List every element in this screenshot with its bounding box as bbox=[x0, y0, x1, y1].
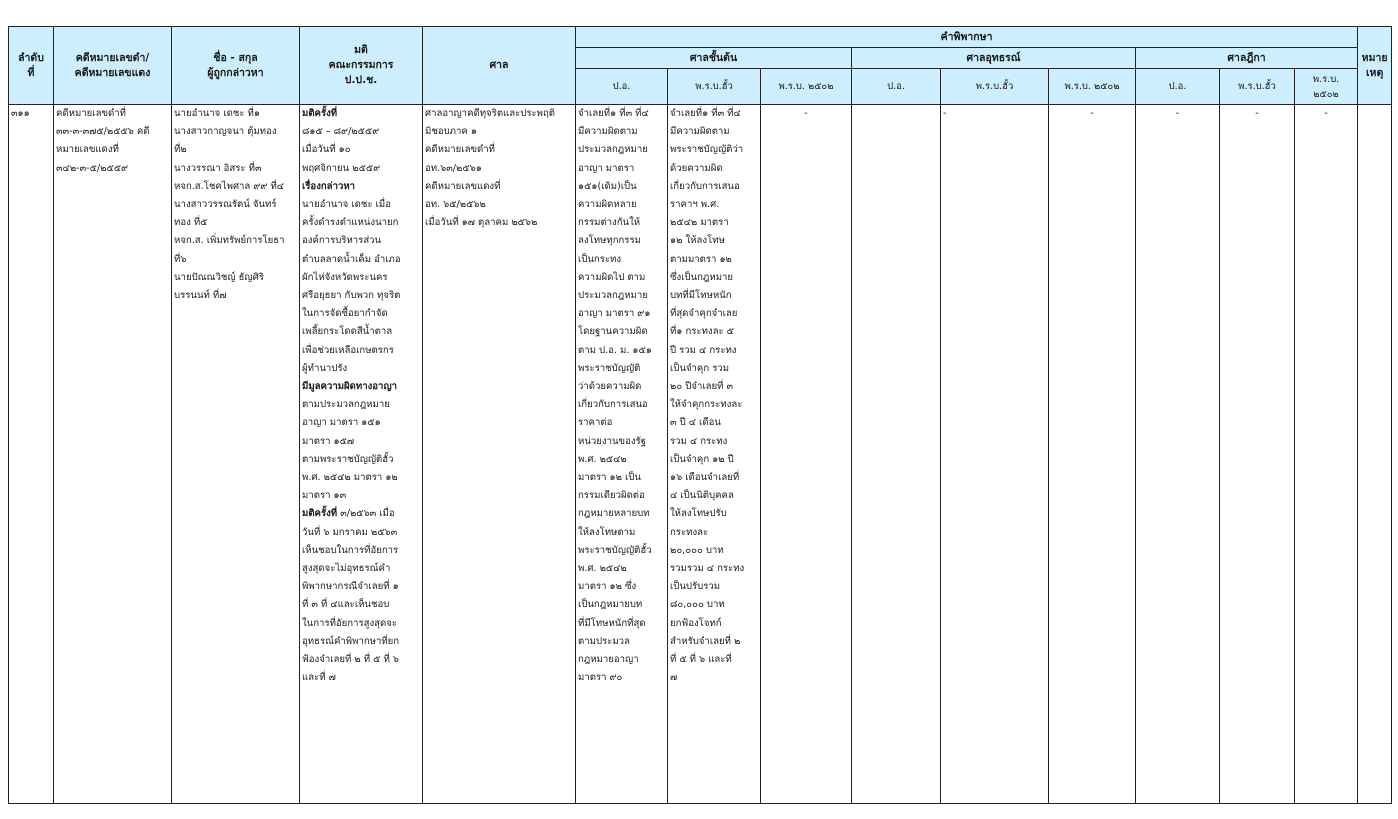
header-judgment: คำพิพากษา bbox=[576, 27, 1358, 48]
text-line: ๘๐,๐๐๐ บาท bbox=[670, 599, 725, 611]
text-line: รวม ๔ กระทง bbox=[670, 435, 728, 447]
header-first-bid-act: พ.ร.บ.ฮั้ว bbox=[668, 69, 761, 105]
text-line: เมื่อวันที่ ๑๗ ตุลาคม ๒๕๖๒ bbox=[425, 217, 538, 229]
cell-appeal-bid-act: - bbox=[941, 105, 1049, 804]
text-line: ๓๓-๓-๓๗๕/๒๕๕๖ คดี bbox=[56, 126, 150, 138]
text-line: ให้ลงโทษปรับ bbox=[670, 508, 727, 520]
resolution-line: ตามประมวลกฎหมาย bbox=[302, 399, 390, 411]
text-line: เกี่ยวกับการเสนอ bbox=[670, 180, 740, 192]
text-line: ที่๖ bbox=[174, 253, 187, 265]
text-line: บทที่มีโทษหนัก bbox=[670, 290, 732, 302]
text-line: คดีหมายเลขดำที่ bbox=[56, 108, 126, 119]
resolution-line: องค์การบริหารส่วน bbox=[302, 235, 382, 247]
text-line: บรรนนท์ ที่๗ bbox=[174, 290, 227, 302]
text-line: อท. ๖๕/๒๕๖๒ bbox=[425, 199, 486, 211]
resolution-line: วันที่ ๖ มกราคม ๒๕๖๓ bbox=[302, 526, 398, 538]
text-line: ๒๐,๐๐๐ บาท bbox=[670, 544, 724, 556]
text-line: รวมรวม ๔ กระทง bbox=[670, 563, 745, 575]
cell-first-bid-act bbox=[668, 105, 761, 804]
text-line: ๑๖ เดือนจำเลยที่ bbox=[670, 472, 740, 484]
text-line: ราคาต่อ bbox=[578, 417, 613, 429]
resolution-line: เพลี้ยกระโดดสีน้ำตาล bbox=[302, 326, 393, 338]
cell-appeal-act-2502: - bbox=[1049, 105, 1136, 804]
text-line: เป็นจำคุก รวม bbox=[670, 362, 730, 374]
text-line: ๑๕๑(เดิม)เป็น bbox=[578, 180, 637, 192]
text-line: ที่๒ bbox=[174, 144, 187, 156]
text-line: หน่วยงานของรัฐ bbox=[578, 435, 646, 447]
text-line: นางสาววรรณรัตน์ จันทร์ bbox=[174, 199, 277, 211]
cell-appeal-po bbox=[852, 105, 941, 804]
cell-nacc-resolution bbox=[300, 105, 423, 804]
cell-remark bbox=[1358, 105, 1392, 804]
text-line: จำเลยที่๑ ที่๓ ที่๔ bbox=[578, 108, 649, 119]
header-court-first-instance: ศาลชั้นต้น bbox=[576, 48, 852, 69]
text-line: หจก.ส. เพิ่มทรัพย์การโยธา bbox=[174, 235, 285, 247]
header-first-po: ป.อ. bbox=[576, 69, 668, 105]
text-line: ประมวลกฎหมาย bbox=[578, 290, 648, 302]
text-line: หจก.ส.โชคไพศาล ๙๙ ที่๔ bbox=[174, 180, 285, 192]
text-line: ลงโทษทุกกรรม bbox=[578, 235, 641, 247]
text-line: ๗ bbox=[670, 672, 678, 684]
text-line: คดีหมายเลขแดงที่ bbox=[425, 180, 501, 192]
text-line: มิชอบภาค ๑ bbox=[425, 126, 477, 138]
header-case-number: คดีหมายเลขดำ/ คดีหมายเลขแดง bbox=[54, 27, 172, 105]
text-line: อาญา มาตรา ๙๑ bbox=[578, 308, 651, 320]
resolution-line: ๘๑๕ – ๘๙/๒๕๕๙ bbox=[302, 126, 380, 138]
text-line: ศาลอาญาคดีทุจริตและประพฤติ bbox=[425, 108, 556, 119]
resolution-line: พ.ศ. ๒๕๔๒ มาตรา ๑๒ bbox=[302, 472, 398, 484]
resolution-line: เพื่อช่วยเหลือเกษตรกร bbox=[302, 344, 394, 356]
resolution-line: และที่ ๗ bbox=[302, 672, 336, 684]
header-appeal-bid-act: พ.ร.บ.ฮั้ว bbox=[941, 69, 1049, 105]
cell-supreme-act-2502: - bbox=[1295, 105, 1358, 804]
text-line: สำหรับจำเลยที่ ๒ bbox=[670, 635, 741, 647]
cell-supreme-po: - bbox=[1136, 105, 1220, 804]
text-line: ความผิดหลาย bbox=[578, 199, 637, 211]
text-line: นางวรรณา อิสระ ที่๓ bbox=[174, 162, 262, 174]
text-line: ๓ ปี ๔ เดือน bbox=[670, 417, 721, 429]
resolution-line: พิพากษากรณีจำเลยที่ ๑ bbox=[302, 581, 399, 593]
text-line: เป็นปรับรวม bbox=[670, 581, 721, 593]
text-line: กระทงละ bbox=[670, 526, 709, 538]
header-defendant-name: ชื่อ - สกุล ผู้ถูกกล่าวหา bbox=[172, 27, 300, 105]
text-line: พ.ศ. ๒๕๔๒ bbox=[578, 563, 627, 575]
text-line: ตามมาตรา ๑๒ bbox=[670, 253, 732, 265]
resolution-line: ครั้งดำรงตำแหน่งนายก bbox=[302, 217, 399, 229]
cell-case-number bbox=[54, 105, 172, 804]
resolution-line: อาญา มาตรา ๑๕๑ bbox=[302, 417, 381, 429]
text-line: ๑๒ ให้ลงโทษ bbox=[670, 235, 725, 247]
header-first-act-2502: พ.ร.บ. ๒๕๐๒ bbox=[761, 69, 852, 105]
header-remark: หมาย เหตุ bbox=[1358, 27, 1392, 105]
text-line: เป็นกฎหมายบท bbox=[578, 599, 643, 611]
text-line: ที่สุดจำคุกจำเลย bbox=[670, 308, 738, 320]
resolution-line: เมื่อวันที่ ๑๐ bbox=[302, 144, 351, 156]
text-line: นายปัณณวิชญ์ ธัญศิริ bbox=[174, 271, 264, 283]
text-line: ปี รวม ๔ กระทง bbox=[670, 344, 737, 356]
text-line: อาญา มาตรา bbox=[578, 162, 635, 174]
text-line: ความผิดไป ตาม bbox=[578, 271, 646, 283]
text-line: ที่มีโทษหนักที่สุด bbox=[578, 617, 646, 629]
text-line: ประมวลกฎหมาย bbox=[578, 144, 648, 156]
cell-order: ๓๑๑ bbox=[9, 105, 54, 804]
text-line: กฎหมายอาญา bbox=[578, 654, 639, 666]
header-court-supreme: ศาลฎีกา bbox=[1136, 48, 1358, 69]
text-line: คดีหมายเลขดำที่ bbox=[425, 144, 495, 156]
resolution-line: ฟ้องจำเลยที่ ๒ ที่ ๕ ที่ ๖ bbox=[302, 654, 399, 666]
text-line: กฎหมายหลายบท bbox=[578, 508, 650, 520]
cell-supreme-bid-act: - bbox=[1220, 105, 1295, 804]
resolution-line: ในการจัดซื้อยากำจัด bbox=[302, 308, 388, 320]
text-line: ให้ลงโทษตาม bbox=[578, 526, 636, 538]
text-line: เป็นกระทง bbox=[578, 253, 622, 265]
resolution-line: มติครั้งที่ ๓/๒๕๖๓ เมื่อ bbox=[302, 508, 395, 520]
header-court: ศาล bbox=[423, 27, 576, 105]
text-line: มาตรา ๑๒ ซึ่ง bbox=[578, 581, 637, 593]
cell-first-act-2502: - bbox=[761, 105, 852, 804]
text-line: ให้จำคุกกระทงละ bbox=[670, 399, 743, 411]
text-line: ที่๑ กระทงละ ๕ bbox=[670, 326, 734, 338]
resolution-line: นายอำนาจ เดชะ เมื่อ bbox=[302, 199, 391, 211]
text-line: ซึ่งเป็นกฎหมาย bbox=[670, 271, 734, 283]
cell-first-po bbox=[576, 105, 668, 804]
resolution-line: ในการที่อัยการสูงสุดจะ bbox=[302, 617, 398, 629]
header-supreme-po: ป.อ. bbox=[1136, 69, 1220, 105]
text-line: มาตรา ๙๐ bbox=[578, 672, 623, 684]
header-nacc-resolution: มติ คณะกรรมการ ป.ป.ช. bbox=[300, 27, 423, 105]
text-line: ด้วยความผิด bbox=[670, 162, 723, 174]
text-line: มาตรา ๑๒ เป็น bbox=[578, 472, 641, 484]
table-row bbox=[9, 105, 1392, 804]
resolution-line: มีมูลความผิดทางอาญา bbox=[302, 381, 398, 393]
resolution-line: เรื่องกล่าวหา bbox=[302, 180, 356, 192]
text-line: กรรมต่างกันให้ bbox=[578, 217, 641, 229]
text-line: ๒๕๔๒ มาตรา bbox=[670, 217, 729, 229]
header-order: ลำดับ ที่ bbox=[9, 27, 54, 105]
cell-defendant-names bbox=[172, 105, 300, 804]
text-line: ๓๔๒-๓-๕/๒๕๕๙ bbox=[56, 162, 128, 174]
cell-court bbox=[423, 105, 576, 804]
header-court-appeal: ศาลอุทธรณ์ bbox=[852, 48, 1136, 69]
header-appeal-po: ป.อ. bbox=[852, 69, 941, 105]
resolution-line: อุทธรณ์คำพิพากษาที่ยก bbox=[302, 635, 400, 647]
resolution-line: มาตรา ๑๕๗ bbox=[302, 435, 355, 447]
resolution-line: ผักไห่จังหวัดพระนคร bbox=[302, 271, 388, 283]
text-line: ทอง ที่๕ bbox=[174, 217, 208, 229]
text-line: นางสาวกาญจนา ตุ้มทอง bbox=[174, 126, 277, 138]
resolution-line: พฤศจิกายน ๒๕๕๙ bbox=[302, 162, 381, 174]
text-line: มีความผิดตาม bbox=[578, 126, 638, 138]
text-line: กรรมเดียวผิดต่อ bbox=[578, 490, 645, 502]
resolution-line: เห็นชอบในการที่อัยการ bbox=[302, 544, 399, 556]
header-supreme-act-2502: พ.ร.บ. ๒๕๐๒ bbox=[1295, 69, 1358, 105]
text-line: ที่ ๕ ที่ ๖ และที่ bbox=[670, 654, 732, 666]
header-supreme-bid-act: พ.ร.บ.ฮั้ว bbox=[1220, 69, 1295, 105]
judgment-table bbox=[8, 26, 1392, 804]
text-line: ตาม ป.อ. ม. ๑๕๑ bbox=[578, 344, 652, 356]
text-line: หมายเลขแดงที่ bbox=[56, 144, 119, 156]
text-line: มีความผิดตาม bbox=[670, 126, 730, 138]
resolution-line: ตำบลลาดน้ำเค็ม อำเภอ bbox=[302, 253, 401, 265]
resolution-line: ผู้ทำนาปรัง bbox=[302, 362, 348, 374]
text-line: จำเลยที่๑ ที่๓ ที่๔ bbox=[670, 108, 741, 119]
text-line: อท.๖๓/๒๕๖๑ bbox=[425, 162, 482, 174]
text-line: พระราชบัญญัติ bbox=[578, 362, 641, 374]
text-line: ว่าด้วยความผิด bbox=[578, 381, 642, 393]
text-line: เกี่ยวกับการเสนอ bbox=[578, 399, 648, 411]
header-appeal-act-2502: พ.ร.บ. ๒๕๐๒ bbox=[1049, 69, 1136, 105]
text-line: พระราชบัญญัติฮั้ว bbox=[578, 544, 652, 556]
text-line: ๒๐ ปีจำเลยที่ ๓ bbox=[670, 381, 734, 393]
text-line: เป็นจำคุก ๑๒ ปี bbox=[670, 453, 734, 465]
resolution-line: สูงสุดจะไม่อุทธรณ์คำ bbox=[302, 563, 391, 575]
text-line: ยกฟ้องโจทก์ bbox=[670, 617, 722, 629]
text-line: ๔ เป็นนิติบุคคล bbox=[670, 490, 734, 502]
text-line: ตามประมวล bbox=[578, 635, 630, 647]
text-line: พ.ศ. ๒๕๔๒ bbox=[578, 453, 627, 465]
resolution-line: ที่ ๓ ที่ ๔และเห็นชอบ bbox=[302, 599, 390, 611]
text-line: ราคาฯ พ.ศ. bbox=[670, 199, 720, 211]
resolution-line: ตามพระราชบัญญัติฮั้ว bbox=[302, 453, 394, 465]
resolution-line: มติครั้งที่ bbox=[302, 108, 338, 119]
text-line: พระราชบัญญัติว่า bbox=[670, 144, 744, 156]
resolution-line: ศรีอยุธยา กับพวก ทุจริต bbox=[302, 290, 401, 302]
resolution-line: มาตรา ๑๓ bbox=[302, 490, 347, 502]
text-line: โดยฐานความผิด bbox=[578, 326, 648, 338]
text-line: นายอำนาจ เดชะ ที่๑ bbox=[174, 108, 260, 119]
